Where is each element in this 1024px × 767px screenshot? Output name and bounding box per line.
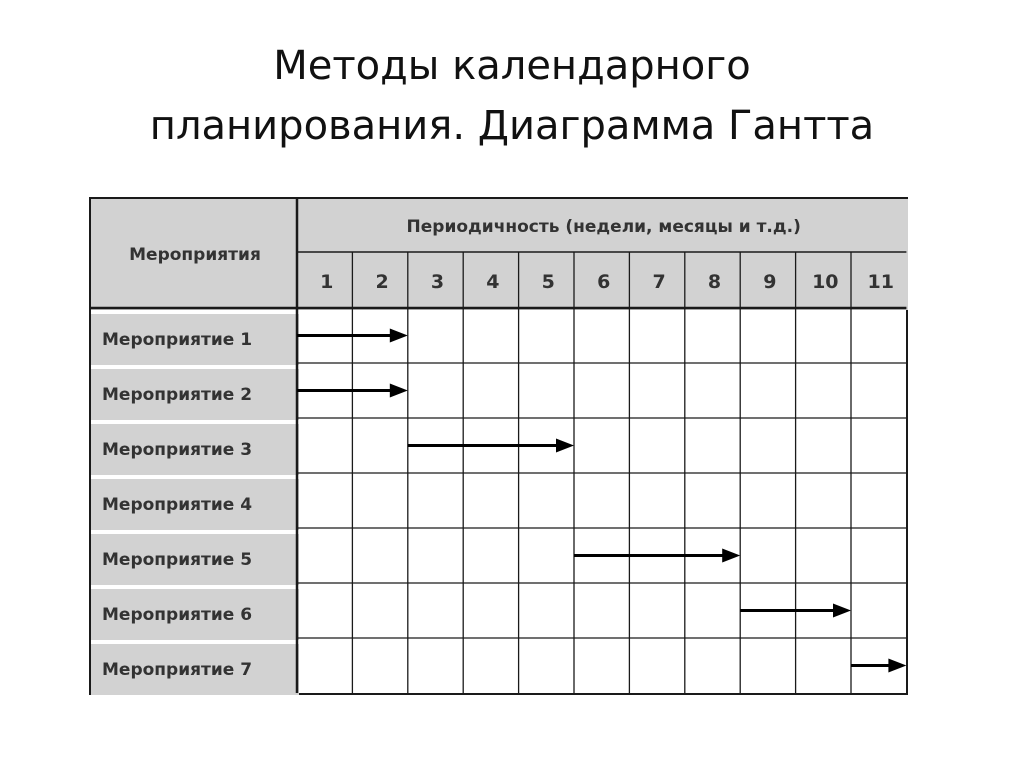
period-8: 8 [687,254,742,310]
activity-label-2: Мероприятие 2 [91,365,299,420]
title-line-2: планирования. Диаграмма Гантта [149,103,875,149]
activity-label-5: Мероприятие 5 [91,530,299,585]
activity-label-1: Мероприятие 1 [91,310,299,365]
gantt-chart [89,197,908,695]
period-10: 10 [798,254,853,310]
activity-label-3: Мероприятие 3 [91,420,299,475]
period-11: 11 [853,254,908,310]
activity-label-7: Мероприятие 7 [91,640,299,695]
slide-title [0,36,1024,156]
period-3: 3 [410,254,465,310]
period-4: 4 [465,254,520,310]
period-6: 6 [576,254,631,310]
period-5: 5 [521,254,576,310]
period-1: 1 [299,254,354,310]
period-header: Периодичность (недели, месяцы и т.д.) [299,199,908,254]
period-9: 9 [742,254,797,310]
activities-header: Мероприятия [91,199,299,310]
period-7: 7 [631,254,686,310]
activity-label-6: Мероприятие 6 [91,585,299,640]
activity-label-4: Мероприятие 4 [91,475,299,530]
period-2: 2 [354,254,409,310]
title-line-1: Методы календарного [273,43,751,89]
